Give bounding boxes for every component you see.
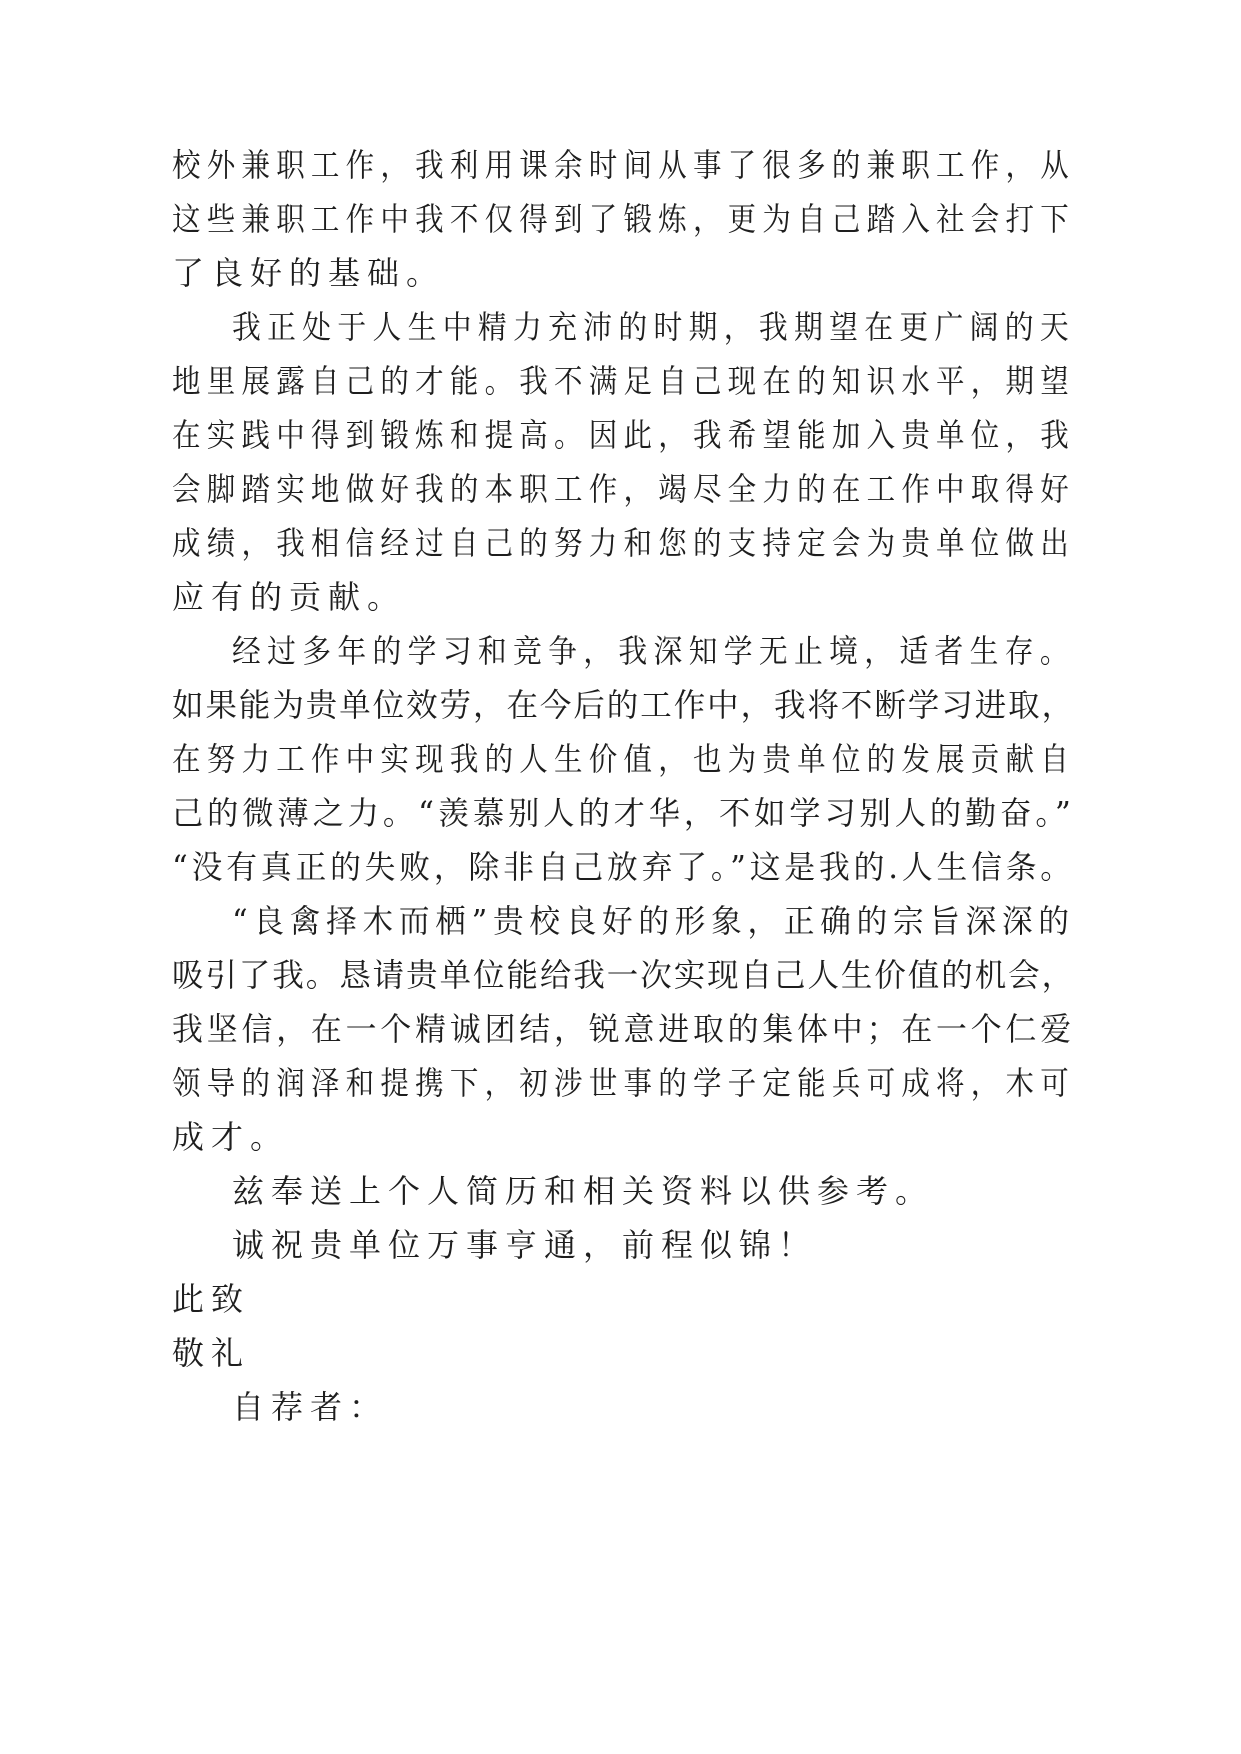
text-line: 我坚信，在一个精诚团结，锐意进取的集体中；在一个仁爱 xyxy=(172,1010,1075,1048)
text-line: 成绩，我相信经过自己的努力和您的支持定会为贵单位做出 xyxy=(172,524,1075,562)
text-line: 如果能为贵单位效劳，在今后的工作中，我将不断学习进取， xyxy=(172,686,1076,724)
text-line: 此致 xyxy=(172,1280,251,1318)
text-line: 地里展露自己的才能。我不满足自己现在的知识水平，期望 xyxy=(172,362,1075,400)
text-line: 在努力工作中实现我的人生价值，也为贵单位的发展贡献自 xyxy=(172,740,1075,778)
text-line: 领导的润泽和提携下，初涉世事的学子定能兵可成将，木可 xyxy=(172,1064,1075,1102)
text-line: 应有的贡献。 xyxy=(172,578,407,616)
text-line: 兹奉送上个人简历和相关资料以供参考。 xyxy=(232,1172,935,1210)
text-line: “良禽择木而栖”贵校良好的形象，正确的宗旨深深的 xyxy=(232,902,1075,940)
text-line: 这些兼职工作中我不仅得到了锻炼，更为自己踏入社会打下 xyxy=(172,200,1075,238)
text-line: 经过多年的学习和竞争，我深知学无止境，适者生存。 xyxy=(232,632,1075,670)
text-line: 诚祝贵单位万事亨通，前程似锦！ xyxy=(232,1226,818,1264)
text-line: 会脚踏实地做好我的本职工作，竭尽全力的在工作中取得好 xyxy=(172,470,1075,508)
text-line: 吸引了我。恳请贵单位能给我一次实现自己人生价值的机会， xyxy=(172,956,1076,994)
text-line: “没有真正的失败，除非自己放弃了。”这是我的.人生信条。 xyxy=(172,848,1075,886)
text-line: 自荐者： xyxy=(232,1388,389,1426)
text-line: 敬礼 xyxy=(172,1334,251,1372)
text-line: 校外兼职工作，我利用课余时间从事了很多的兼职工作，从 xyxy=(172,146,1075,184)
text-line: 了良好的基础。 xyxy=(172,254,446,292)
text-line: 成才。 xyxy=(172,1118,290,1156)
text-line: 我正处于人生中精力充沛的时期，我期望在更广阔的天 xyxy=(232,308,1075,346)
text-line: 在实践中得到锻炼和提高。因此，我希望能加入贵单位，我 xyxy=(172,416,1075,454)
text-line: 己的微薄之力。“羡慕别人的才华，不如学习别人的勤奋。” xyxy=(172,794,1075,832)
